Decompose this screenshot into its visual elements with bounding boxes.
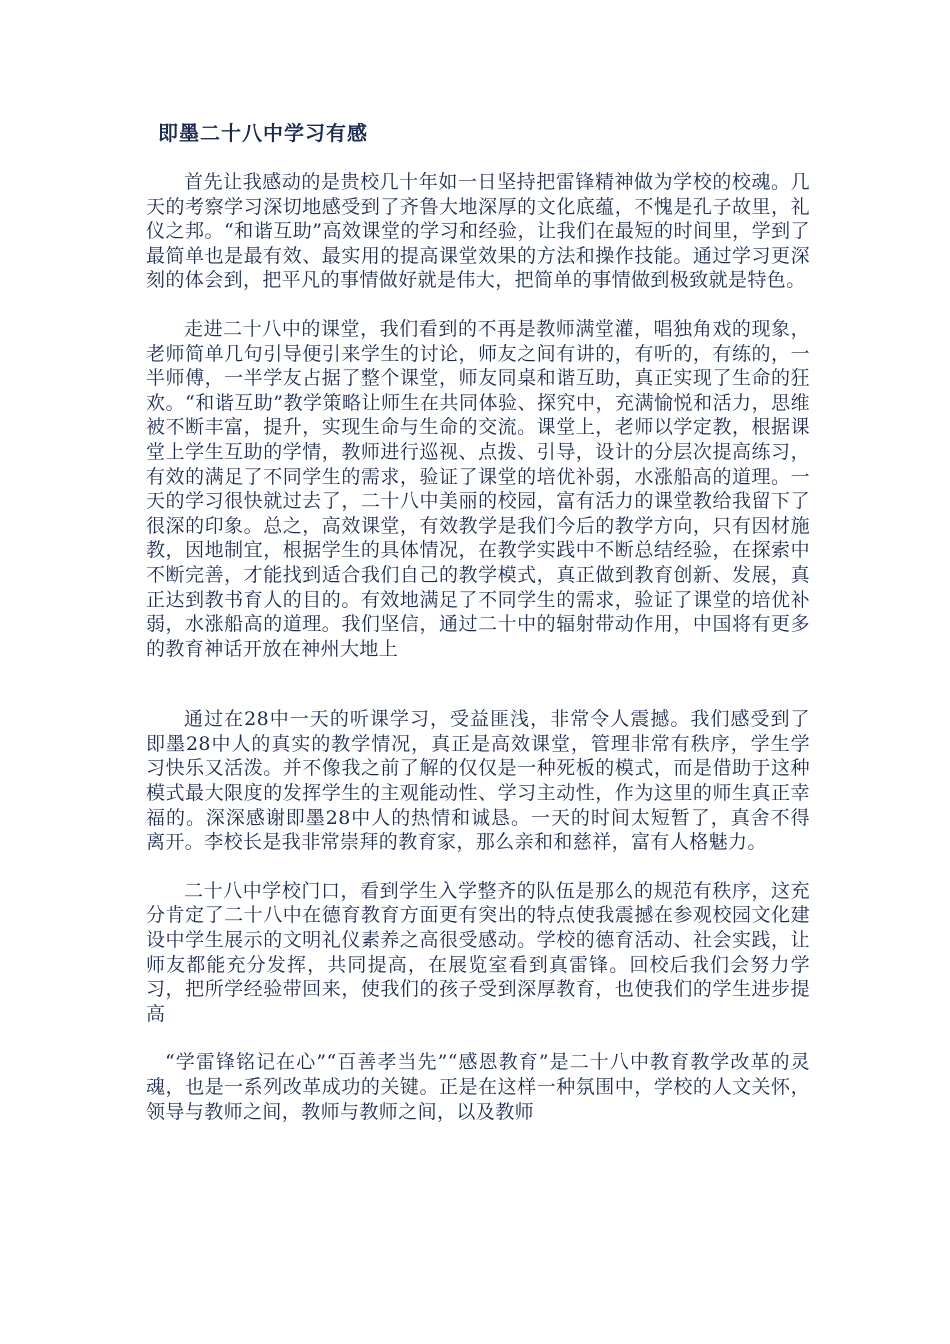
paragraph-3: 通过在28中一天的听课学习，受益匪浅，非常令人震撼。我们感受到了即墨28中人的真实的教学情况，真正是高效课堂，管理非常有秩序，学生学习快乐又活泼。并不像我之前了解的仅仅是一种死板的模式，而是借助于这种模式最大限度的发挥学生的主观能动性、学习主动性，作为这里的师生真正幸福的。深深感谢即墨28中人的热情和诚恳。一天的时间太短暂了，真舍不得离开。李校长是我非常崇拜的教育家，那么亲和和慈祥，富有人格魅力。 — [146, 708, 810, 854]
paragraph-5: “学雷锋铭记在心”“百善孝当先”“感恩教育”是二十八中教育教学改革的灵魂，也是一系列改革成功的关键。正是在这样一种氛围中，学校的人文关怀，领导与教师之间，教师与教师之间，以及教师 — [146, 1051, 810, 1123]
document-title: 即墨二十八中学习有感 — [158, 121, 368, 145]
paragraph-4: 二十八中学校门口，看到学生入学整齐的队伍是那么的规范有秩序，这充分肯定了二十八中在德育教育方面更有突出的特点使我震撼在参观校园文化建设中学生展示的文明礼仪素养之高很受感动。学校的德育活动、社会实践，让师友都能充分发挥，共同提高，在展览室看到真雷锋。回校后我们会努力学习，把所学经验带回来，使我们的孩子受到深厚教育，也使我们的学生进步提高 — [146, 879, 810, 1025]
paragraph-1: 首先让我感动的是贵校几十年如一日坚持把雷锋精神做为学校的校魂。几天的考察学习深切地感受到了齐鲁大地深厚的文化底蕴，不愧是孔子故里，礼仪之邦。“和谐互助”高效课堂的学习和经验，让我们在最短的时间里，学到了最简单也是最有效、最实用的提高课堂效果的方法和操作技能。通过学习更深刻的体会到，把平凡的事情做好就是伟大，把简单的事情做到极致就是特色。 — [146, 171, 810, 292]
paragraph-2: 走进二十八中的课堂，我们看到的不再是教师满堂灌，唱独角戏的现象，老师简单几句引导便引来学生的讨论，师友之间有讲的，有听的，有练的，一半师傅，一半学友占据了整个课堂，师友同桌和谐互助，真正实现了生命的狂欢。“和谐互助”教学策略让师生在共同体验、探究中，充满愉悦和活力，思维被不断丰富，提升，实现生命与生命的交流。课堂上，老师以学定教，根据课堂上学生互助的学情，教师进行巡视、点拨、引导，设计的分层次提高练习，有效的满足了不同学生的需求，验证了课堂的培优补弱，水涨船高的道理。一天的学习很快就过去了，二十八中美丽的校园，富有活力的课堂教给我留下了很深的印象。总之，高效课堂，有效教学是我们今后的教学方向，只有因材施教，因地制宜，根据学生的具体情况，在教学实践中不断总结经验，在探索中不断完善，才能找到适合我们自己的教学模式，真正做到教育创新、发展，真正达到教书育人的目的。有效地满足了不同学生的需求，验证了课堂的培优补弱，水涨船高的道理。我们坚信，通过二十中的辐射带动作用，中国将有更多的教育神话开放在神州大地上 — [146, 317, 810, 660]
